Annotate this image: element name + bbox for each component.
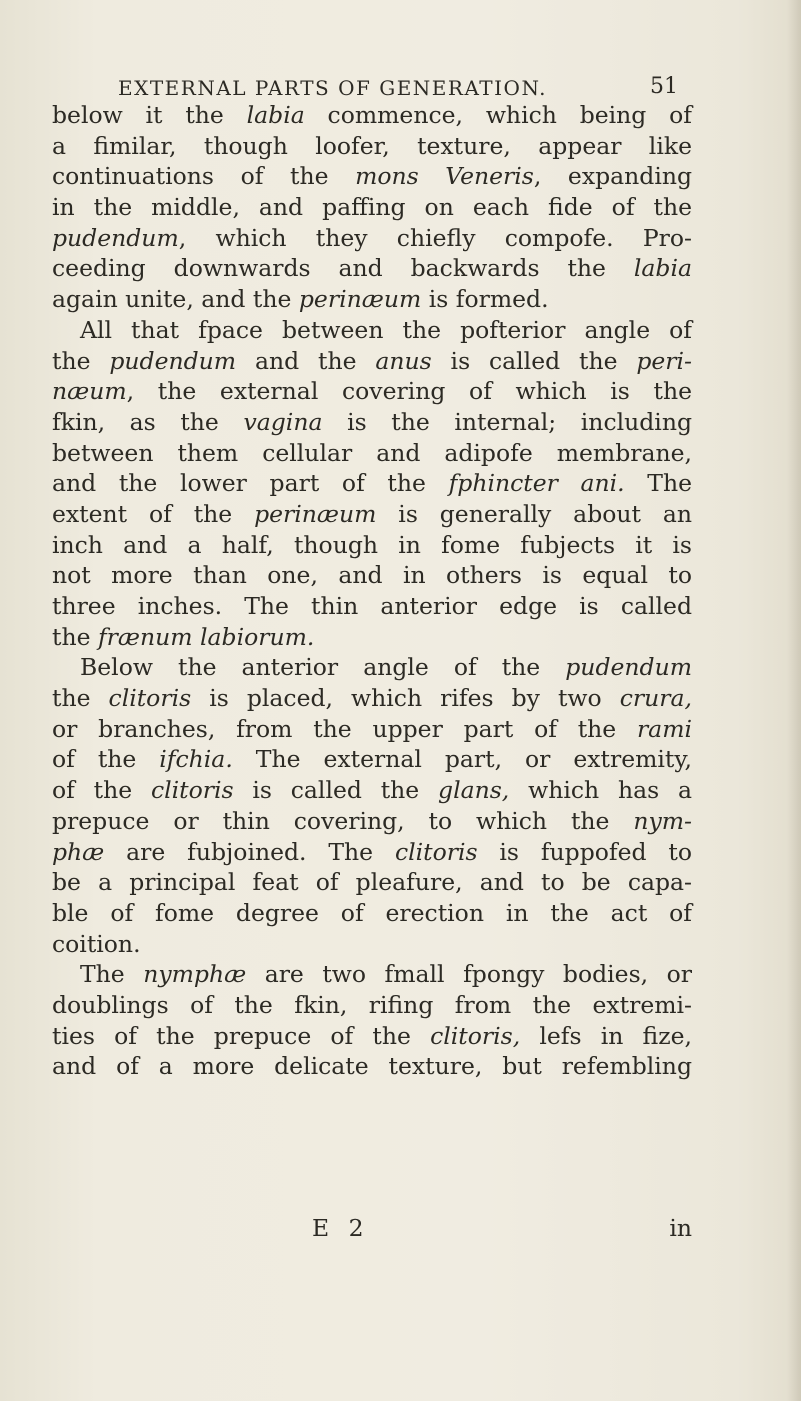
italic-term: pudendum <box>52 223 179 252</box>
text-run: and of a more delicate texture, but refembling <box>52 1052 692 1081</box>
text-run: and the lower part of the <box>52 469 449 498</box>
italic-term: vagina <box>243 407 323 436</box>
text-run: , which they chiefly compofe. Pro- <box>178 223 692 252</box>
text-run: again unite, and the <box>52 285 299 314</box>
text-run: are fubjoined. The <box>104 837 395 866</box>
body-text <box>52 100 692 1082</box>
text-line <box>52 622 692 653</box>
text-run: doublings of the fkin, rifing from the extremi- <box>52 990 692 1019</box>
text-line <box>52 1021 692 1052</box>
text-line <box>52 744 692 775</box>
running-title: EXTERNAL PARTS OF GENERATION. <box>118 76 548 100</box>
text-run: the <box>52 684 109 713</box>
text-line <box>52 499 692 530</box>
text-run: The external part, or extremity, <box>232 745 692 774</box>
text-run: are two fmall fpongy bodies, or <box>246 960 692 989</box>
text-run: of the <box>52 776 151 805</box>
signature-mark: E 2 <box>312 1214 370 1242</box>
italic-term: phæ <box>52 837 105 866</box>
text-line <box>52 591 692 622</box>
text-line <box>52 652 692 683</box>
italic-term: clitoris <box>108 684 192 713</box>
text-line <box>52 131 692 162</box>
text-run: inch and a half, though in fome fubjects it is <box>52 530 692 559</box>
italic-term: perinæum <box>254 499 377 528</box>
text-run: , the external covering of which is the <box>126 377 692 406</box>
text-run: All that fpace between the pofterior angle of <box>80 315 692 344</box>
text-run: three inches. The thin anterior edge is called <box>52 592 692 620</box>
text-line <box>52 376 692 407</box>
text-run: or branches, from the upper part of the <box>52 714 637 743</box>
text-run: which has a <box>509 776 692 805</box>
italic-term: pudendum <box>109 346 237 375</box>
text-line <box>52 775 692 806</box>
text-run: ceeding downwards and backwards the <box>52 254 634 283</box>
text-line <box>52 161 692 192</box>
text-line <box>52 560 692 591</box>
text-run: be a principal feat of pleafure, and to be capa- <box>52 868 692 897</box>
text-line <box>52 315 692 346</box>
italic-term: mons Veneris <box>355 162 534 191</box>
text-line <box>52 990 692 1021</box>
text-run: ties of the prepuce of the <box>52 1021 431 1050</box>
text-line <box>52 683 692 714</box>
italic-term: rami <box>636 714 692 743</box>
text-line <box>52 867 692 898</box>
text-line <box>52 898 692 929</box>
italic-term: anus <box>375 346 432 375</box>
text-run: The <box>80 960 144 989</box>
italic-term: nym- <box>633 806 692 835</box>
text-line <box>52 346 692 377</box>
text-run: The <box>624 469 693 498</box>
text-run: is fuppofed to <box>477 837 693 866</box>
italic-term: clitoris <box>394 837 478 866</box>
text-line <box>52 530 692 561</box>
text-line <box>52 407 692 438</box>
page-footer <box>52 1214 692 1246</box>
text-run: not more than one, and in others is equal to <box>52 561 692 590</box>
text-line <box>52 837 692 868</box>
text-run: below it the <box>52 101 247 129</box>
text-line <box>52 1051 692 1082</box>
page-edge-shadow <box>787 0 801 1401</box>
text-line <box>52 100 692 131</box>
text-run: is generally about an <box>376 499 692 528</box>
text-run: lefs in fize, <box>520 1021 692 1050</box>
text-run: coition. <box>52 929 141 958</box>
italic-term: næum <box>52 377 127 406</box>
text-line <box>52 438 692 469</box>
text-run: commence, which being of <box>304 101 692 129</box>
text-run: fkin, as the <box>52 407 244 436</box>
text-run: , expanding <box>533 162 693 191</box>
text-run: and the <box>236 346 376 375</box>
text-run: ble of fome degree of erection in the act of <box>52 898 692 927</box>
italic-term: labia <box>633 254 692 283</box>
italic-term: clitoris, <box>430 1021 521 1050</box>
catchword: in <box>669 1214 692 1242</box>
italic-term: crura, <box>619 684 692 713</box>
text-run: extent of the <box>52 499 255 528</box>
text-line <box>52 468 692 499</box>
text-run: in the middle, and paffing on each fide of the <box>52 193 692 222</box>
text-run: a fimilar, though loofer, texture, appear like <box>52 131 692 160</box>
text-run: continuations of the <box>52 162 356 191</box>
italic-term: perinæum <box>298 285 422 314</box>
text-run: the <box>52 346 110 375</box>
text-line <box>52 959 692 990</box>
text-run: the <box>52 622 98 651</box>
italic-term: ifchia. <box>159 745 233 774</box>
italic-term: pudendum <box>565 653 692 682</box>
page-number: 51 <box>650 74 678 99</box>
text-run: is formed. <box>421 285 549 314</box>
text-line <box>52 223 692 254</box>
text-run: is called the <box>233 776 439 805</box>
italic-term: fphincter ani. <box>448 469 625 498</box>
text-run: is the internal; including <box>322 407 692 436</box>
text-line <box>52 929 692 960</box>
text-line <box>52 714 692 745</box>
italic-term: clitoris <box>150 776 234 805</box>
text-run: prepuce or thin covering, to which the <box>52 806 634 835</box>
text-run: Below the anterior angle of the <box>80 653 566 682</box>
italic-term: peri- <box>636 346 692 375</box>
text-run: is called the <box>431 346 637 375</box>
text-run: is placed, which rifes by two <box>191 684 620 713</box>
text-line <box>52 284 692 315</box>
italic-term: nymphæ <box>143 960 247 989</box>
text-run: between them cellular and adipofe membrane, <box>52 438 692 467</box>
text-run: of the <box>52 745 160 774</box>
italic-term: frænum labiorum. <box>97 622 315 651</box>
text-line <box>52 192 692 223</box>
text-line <box>52 253 692 284</box>
italic-term: labia <box>246 101 305 129</box>
text-line <box>52 806 692 837</box>
italic-term: glans, <box>438 776 510 805</box>
